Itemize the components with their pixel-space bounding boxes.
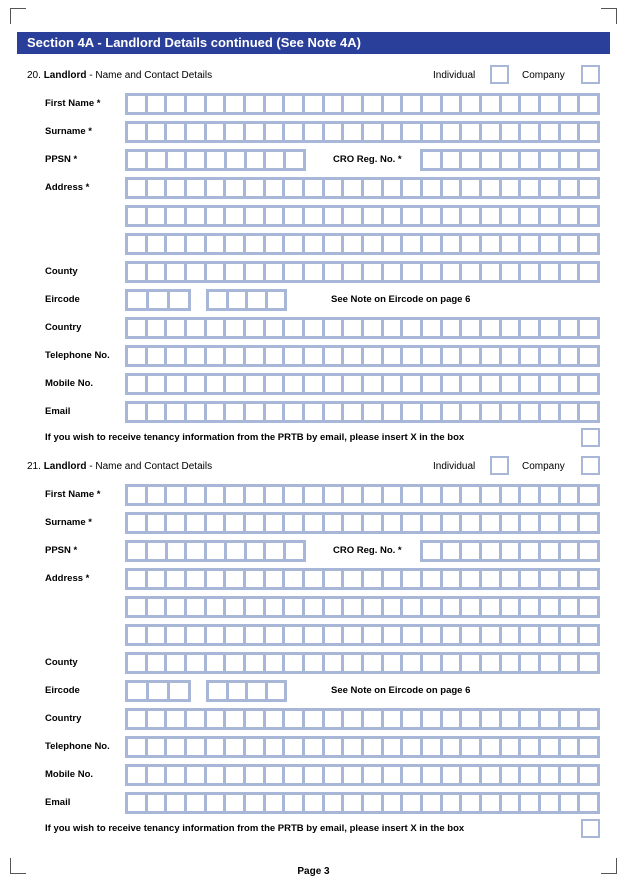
address-line-1-label: Address * (45, 182, 90, 193)
surname-field[interactable] (125, 121, 600, 143)
ppsn-field[interactable] (125, 540, 306, 562)
first-name-field[interactable] (125, 484, 600, 506)
ppsn-label: PPSN * (45, 545, 78, 556)
mobile-label: Mobile No. (45, 769, 94, 780)
email-label: Email (45, 797, 71, 808)
telephone-field[interactable] (125, 345, 600, 367)
mobile-field[interactable] (125, 373, 600, 395)
email-consent-text: If you wish to receive tenancy information from the PRTB by email, please insert X in the box (45, 823, 465, 834)
eircode-label: Eircode (45, 685, 80, 696)
mobile-label: Mobile No. (45, 378, 94, 389)
county-label: County (45, 266, 78, 277)
address-line-3-field[interactable] (125, 233, 600, 255)
telephone-field[interactable] (125, 736, 600, 758)
cro-field[interactable] (420, 540, 600, 562)
company-checkbox[interactable] (581, 456, 600, 475)
telephone-label: Telephone No. (45, 741, 110, 752)
address-line-1-label: Address * (45, 573, 90, 584)
company-label: Company (522, 461, 565, 472)
company-label: Company (522, 70, 565, 81)
ppsn-field[interactable] (125, 149, 306, 171)
crop-mark-top-right (601, 8, 617, 24)
country-label: Country (45, 713, 82, 724)
cro-field[interactable] (420, 149, 600, 171)
company-checkbox[interactable] (581, 65, 600, 84)
eircode-note: See Note on Eircode on page 6 (331, 294, 471, 305)
address-line-2-field[interactable] (125, 205, 600, 227)
first-name-field[interactable] (125, 93, 600, 115)
email-consent-checkbox[interactable] (581, 428, 600, 447)
section-heading-bold: Landlord (43, 70, 87, 81)
email-field[interactable] (125, 792, 600, 814)
surname-field[interactable] (125, 512, 600, 534)
country-field[interactable] (125, 708, 600, 730)
section-heading-bold: Landlord (43, 461, 87, 472)
eircode-field[interactable] (125, 680, 287, 702)
first-name-label: First Name * (45, 98, 101, 109)
first-name-label: First Name * (45, 489, 101, 500)
county-field[interactable] (125, 652, 600, 674)
country-field[interactable] (125, 317, 600, 339)
email-field[interactable] (125, 401, 600, 423)
crop-mark-top-left (10, 8, 26, 24)
eircode-label: Eircode (45, 294, 80, 305)
section-banner: Section 4A - Landlord Details continued (See Note 4A) (17, 32, 610, 54)
surname-label: Surname * (45, 517, 92, 528)
telephone-label: Telephone No. (45, 350, 110, 361)
section-heading-text: - Name and Contact Details (89, 461, 213, 472)
email-consent-checkbox[interactable] (581, 819, 600, 838)
email-consent-text: If you wish to receive tenancy information from the PRTB by email, please insert X in the box (45, 432, 465, 443)
individual-checkbox[interactable] (490, 65, 509, 84)
county-field[interactable] (125, 261, 600, 283)
section-heading (27, 460, 212, 474)
section-heading-text: - Name and Contact Details (89, 70, 213, 81)
cro-label: CRO Reg. No. * (333, 545, 402, 556)
section-number: 20. (27, 70, 41, 81)
address-line-3-field[interactable] (125, 624, 600, 646)
address-line-1-field[interactable] (125, 177, 600, 199)
cro-label: CRO Reg. No. * (333, 154, 402, 165)
individual-label: Individual (433, 70, 476, 81)
eircode-field[interactable] (125, 289, 287, 311)
mobile-field[interactable] (125, 764, 600, 786)
page-number: Page 3 (297, 866, 330, 877)
individual-label: Individual (433, 461, 476, 472)
address-line-1-field[interactable] (125, 568, 600, 590)
country-label: Country (45, 322, 82, 333)
ppsn-label: PPSN * (45, 154, 78, 165)
individual-checkbox[interactable] (490, 456, 509, 475)
county-label: County (45, 657, 78, 668)
address-line-2-field[interactable] (125, 596, 600, 618)
section-number: 21. (27, 461, 41, 472)
surname-label: Surname * (45, 126, 92, 137)
email-label: Email (45, 406, 71, 417)
eircode-note: See Note on Eircode on page 6 (331, 685, 471, 696)
section-heading (27, 69, 212, 83)
